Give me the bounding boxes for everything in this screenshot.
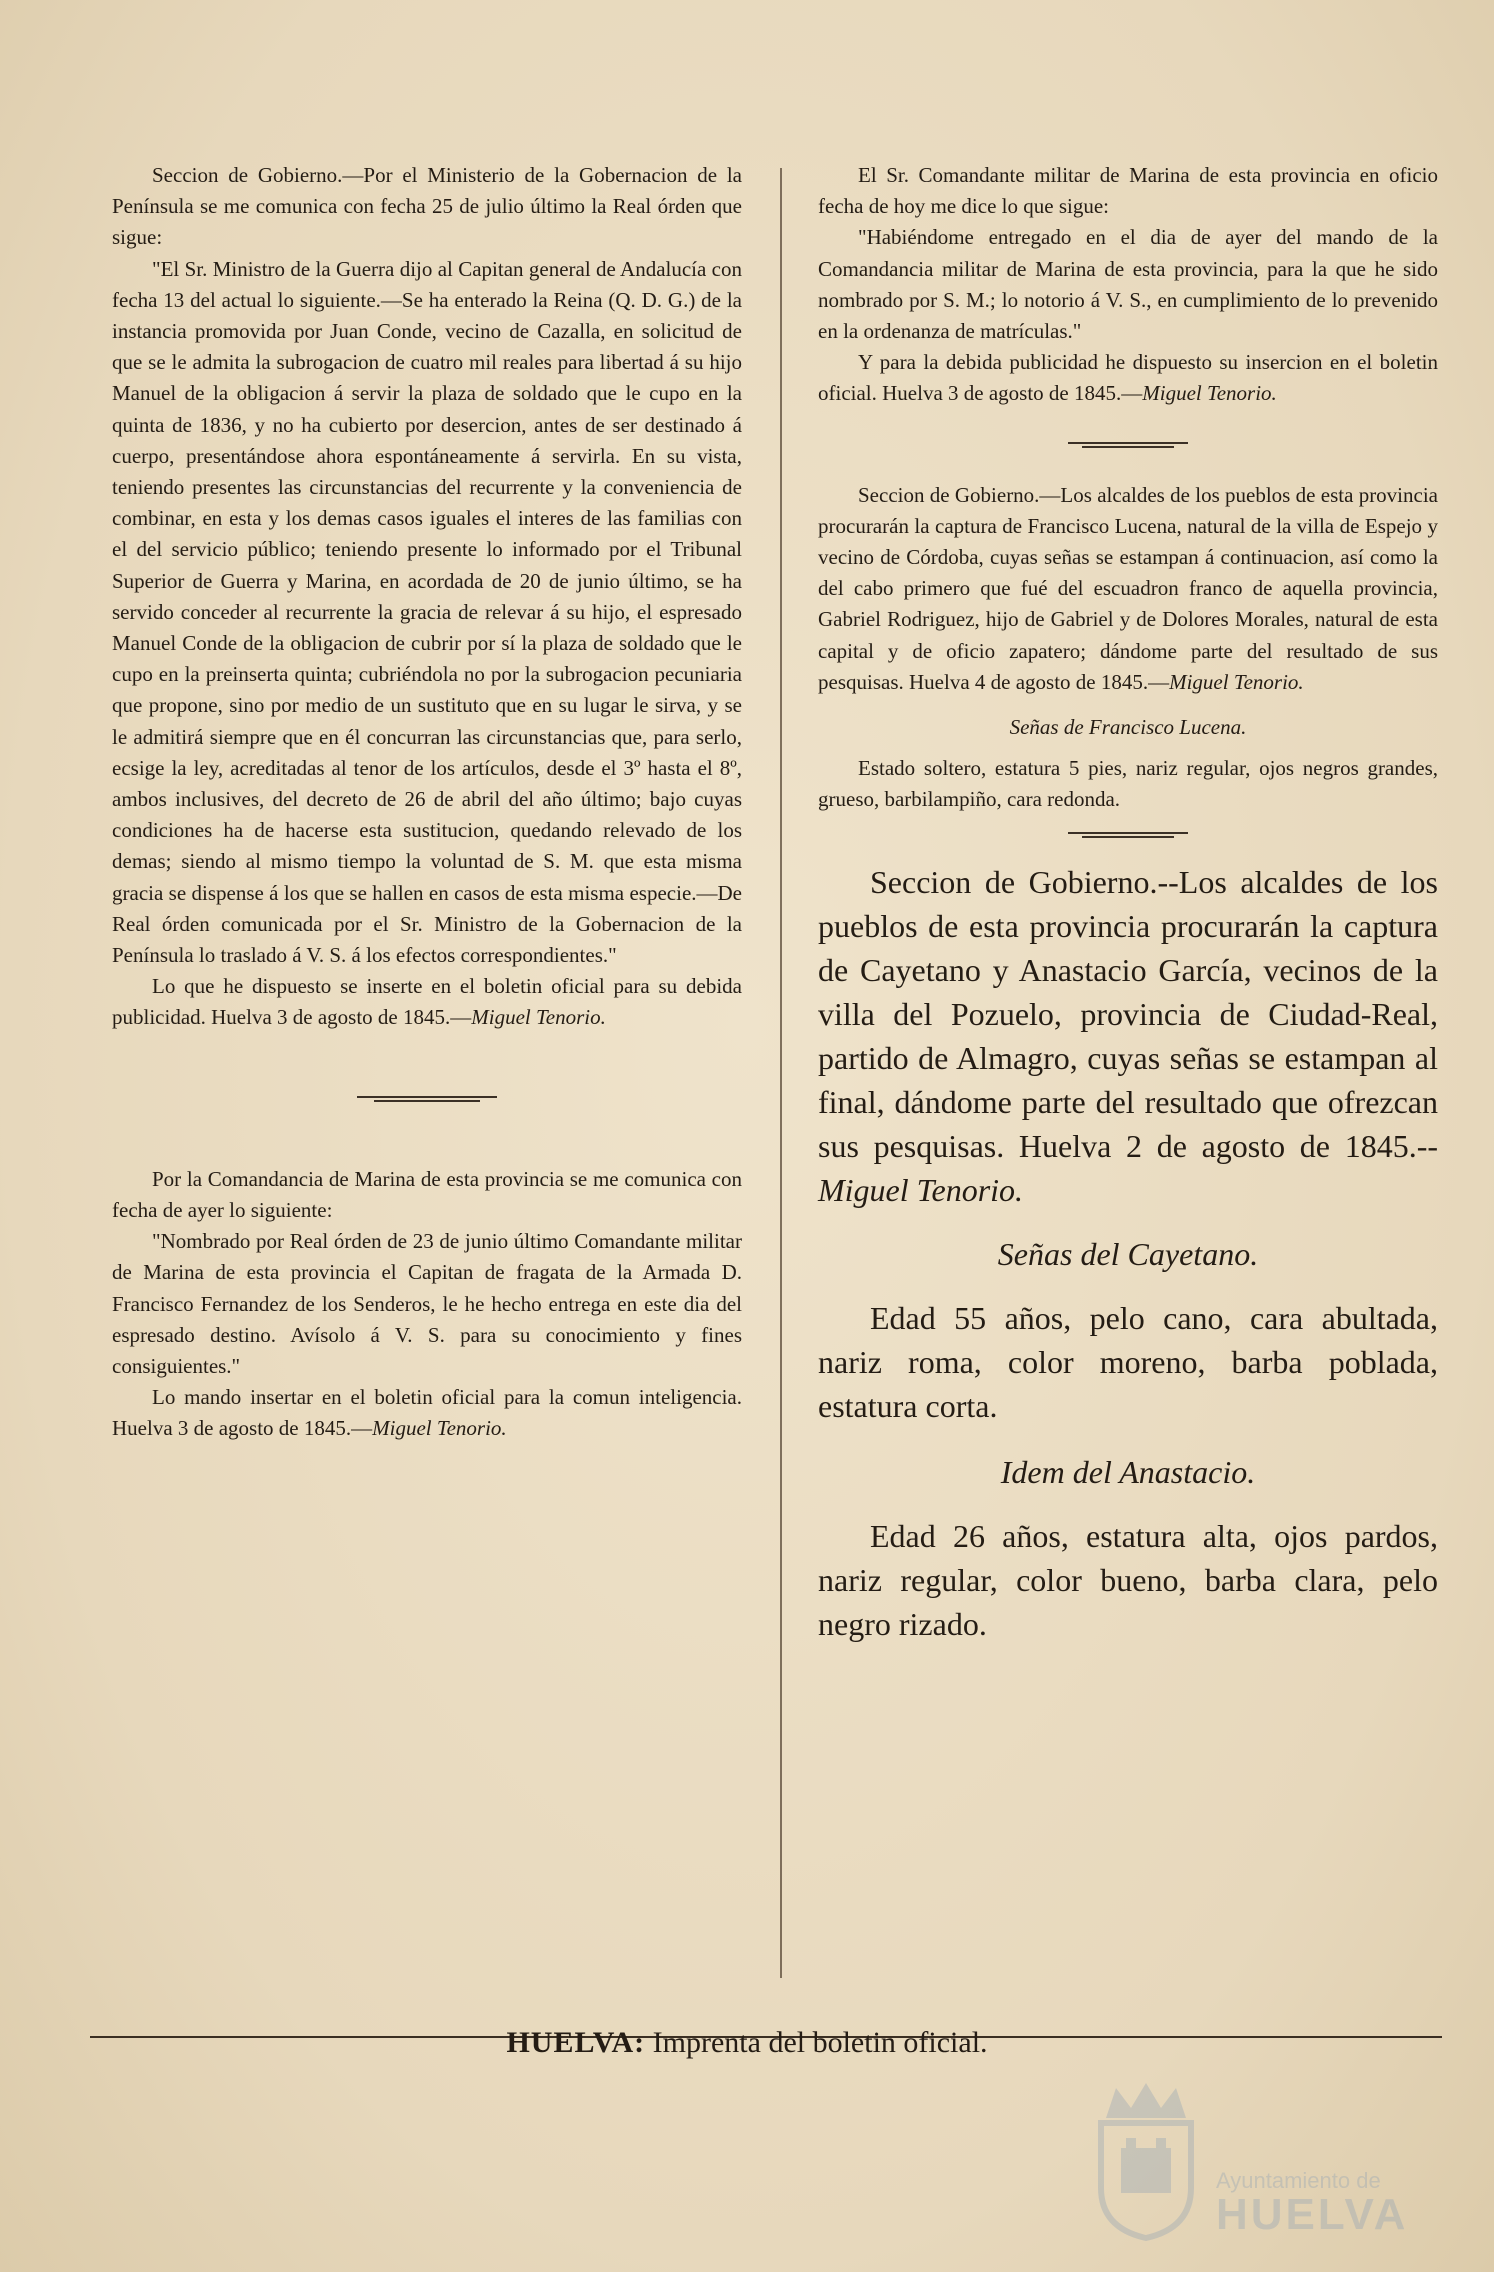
notice-captura-lucena [818,480,1438,816]
subheading: Señas de Francisco Lucena. [1009,715,1247,740]
description: Estado soltero, estatura 5 pies, nariz regular, ojos negros grandes, grueso, barbilampiño, cara redonda. [818,756,1438,812]
left-column [112,160,742,1445]
signature: Miguel Tenorio. [372,1416,507,1441]
description: Edad 26 años, estatura alta, ojos pardos, nariz regular, color bueno, barba clara, pelo negro rizado. [818,1517,1438,1642]
notice-comandancia-marina [112,1164,742,1445]
paragraph: "Habiéndome entregado en el dia de ayer del mando de la Comandancia militar de Marina de esta provincia, para la que he sido nombrado por S. M.; lo notorio á V. S., en cumplimiento de lo prevenido en la ordenanza de matrículas." [818,225,1438,344]
paragraph: "Nombrado por Real órden de 23 de junio último Comandante militar de Marina de esta provincia el Capitan de fragata de la Armada D. Francisco Fernandez de los Senderos, le he hecho entrega en este dia del espresado destino. Avísolo á V. S. para su conocimiento y fines consiguientes." [112,1229,742,1378]
right-column [818,160,1438,1646]
paragraph [818,480,1438,698]
closing-paragraph [818,347,1438,409]
ornamental-divider [1068,830,1188,840]
ornamental-divider [357,1094,497,1104]
watermark-logo [1086,2078,1426,2248]
column-divider [780,168,782,1978]
paragraph: El Sr. Comandante militar de Marina de esta provincia en oficio fecha de hoy me dice lo que sigue: [818,163,1438,219]
watermark-line1: Ayuntamiento de [1216,2168,1381,2193]
watermark-line2: HUELVA [1216,2190,1409,2239]
subheading: Señas del Cayetano. [997,1235,1259,1272]
signature: Miguel Tenorio. [1142,381,1277,406]
closing-text: Y para la debida publicidad he dispuesto su insercion en el boletin oficial. Huelva 3 de agosto de 1845.— [818,350,1438,406]
paragraph: Por la Comandancia de Marina de esta provincia se me comunica con fecha de ayer lo siguiente: [112,1166,742,1222]
imprint-place: HUELVA: [506,2026,646,2059]
signature: Miguel Tenorio. [818,1171,1024,1208]
closing-paragraph [112,971,742,1033]
paragraph: "El Sr. Ministro de la Guerra dijo al Capitan general de Andalucía con fecha 13 del actual lo siguiente.—Se ha enterado la Reina (Q. D. G.) de la instancia promovida por Juan Conde, vecino de Cazalla, en solicitud de que se le admita la subrogacion de cuatro mil reales para libertad á su hijo Manuel de la obligacion á servir la plaza de soldado que le cupo en la quinta de 1836, y no ha cubierto por desercion, antes de ser destinado á cuerpo, presentándose ahora espontáneamente á servirla. En su vista, teniendo presentes las circunstancias del recurrente y la conveniencia de combinar, en esta y los demas casos iguales el interes de las familias con el del servicio público; teniendo presente lo informado por el Tribunal Superior de Guerra y Marina, en acordada de 20 de junio último, se ha servido conceder al recurrente la gracia de relevar á su hijo, el espresado Manuel Conde de la obligacion de cubrir por sí la plaza de soldado que le cupo en la preinserta quinta; cubriéndola no por la subrogacion pecuniaria que propone, sino por medio de un sustituto que en su lugar le sirva, y se le admitirá siempre que en él concurran las circunstancias que, para serlo, ecsige la ley, acreditadas al tenor de los artículos, desde el 3º hasta el 8º, ambos inclusives, del decreto de 26 de abril del año último; bajo cuyas condiciones ha de hacerse esta sustitucion, quedando relevado de los demas; siendo al mismo tiempo la voluntad de S. M. que esta misma gracia se dispense á los que se hallen en casos de esta misma especie.—De Real órden comunicada por el Sr. Ministro de la Gobernacion de la Península lo traslado á V. S. á los efectos correspondientes." [112,256,742,968]
closing-text: Lo que he dispuesto se inserte en el boletin oficial para su debida publicidad. Huelva 3 de agosto de 1845.— [112,974,742,1030]
signature: Miguel Tenorio. [1169,669,1304,694]
ornamental-divider [1068,440,1188,450]
closing-text: Lo mando insertar en el boletin oficial para la comun inteligencia. Huelva 3 de agosto de 1845.— [112,1385,742,1441]
paragraph: Seccion de Gobierno.—Por el Ministerio de la Gobernacion de la Península se me comunica con fecha 25 de julio último la Real órden que sigue: [112,163,742,250]
subheading: Idem del Anastacio. [1000,1453,1256,1490]
notice-text: Seccion de Gobierno.—Los alcaldes de los pueblos de esta provincia procurarán la captura de Francisco Lucena, natural de la villa de Espejo y vecino de Córdoba, cuyas señas se estampan á continuacion, así como la del cabo primero que fué del escuadron franco de aquella provincia, Gabriel Rodriguez, hijo de Gabriel y de Dolores Morales, natural de esta capital y de oficio zapatero; dándome parte del resultado de sus pesquisas. Huelva 4 de agosto de 1845.— [818,482,1438,694]
coat-of-arms-icon [1086,2078,1206,2243]
imprint-text: Imprenta del boletin oficial. [652,2026,988,2059]
signature: Miguel Tenorio. [471,1005,606,1030]
notice-text: Seccion de Gobierno.--Los alcaldes de los pueblos de esta provincia procurarán la captura de Cayetano y Anastacio García, vecinos de la villa del Pozuelo, provincia de Ciudad-Real, partido de Almagro, cuyas señas se estampan al final, dándome parte del resultado que ofrezcan sus pesquisas. Huelva 2 de agosto de 1845.-- [818,863,1438,1164]
description: Edad 55 años, pelo cano, cara abultada, nariz roma, color moreno, barba poblada, estatura corta. [818,1299,1438,1424]
imprint-line [0,2026,1494,2060]
notice-comandante-marina [818,160,1438,410]
notice-captura-garcia [818,860,1438,1646]
paragraph [818,860,1438,1212]
notice-reemplazo [112,160,742,1034]
closing-paragraph [112,1382,742,1444]
